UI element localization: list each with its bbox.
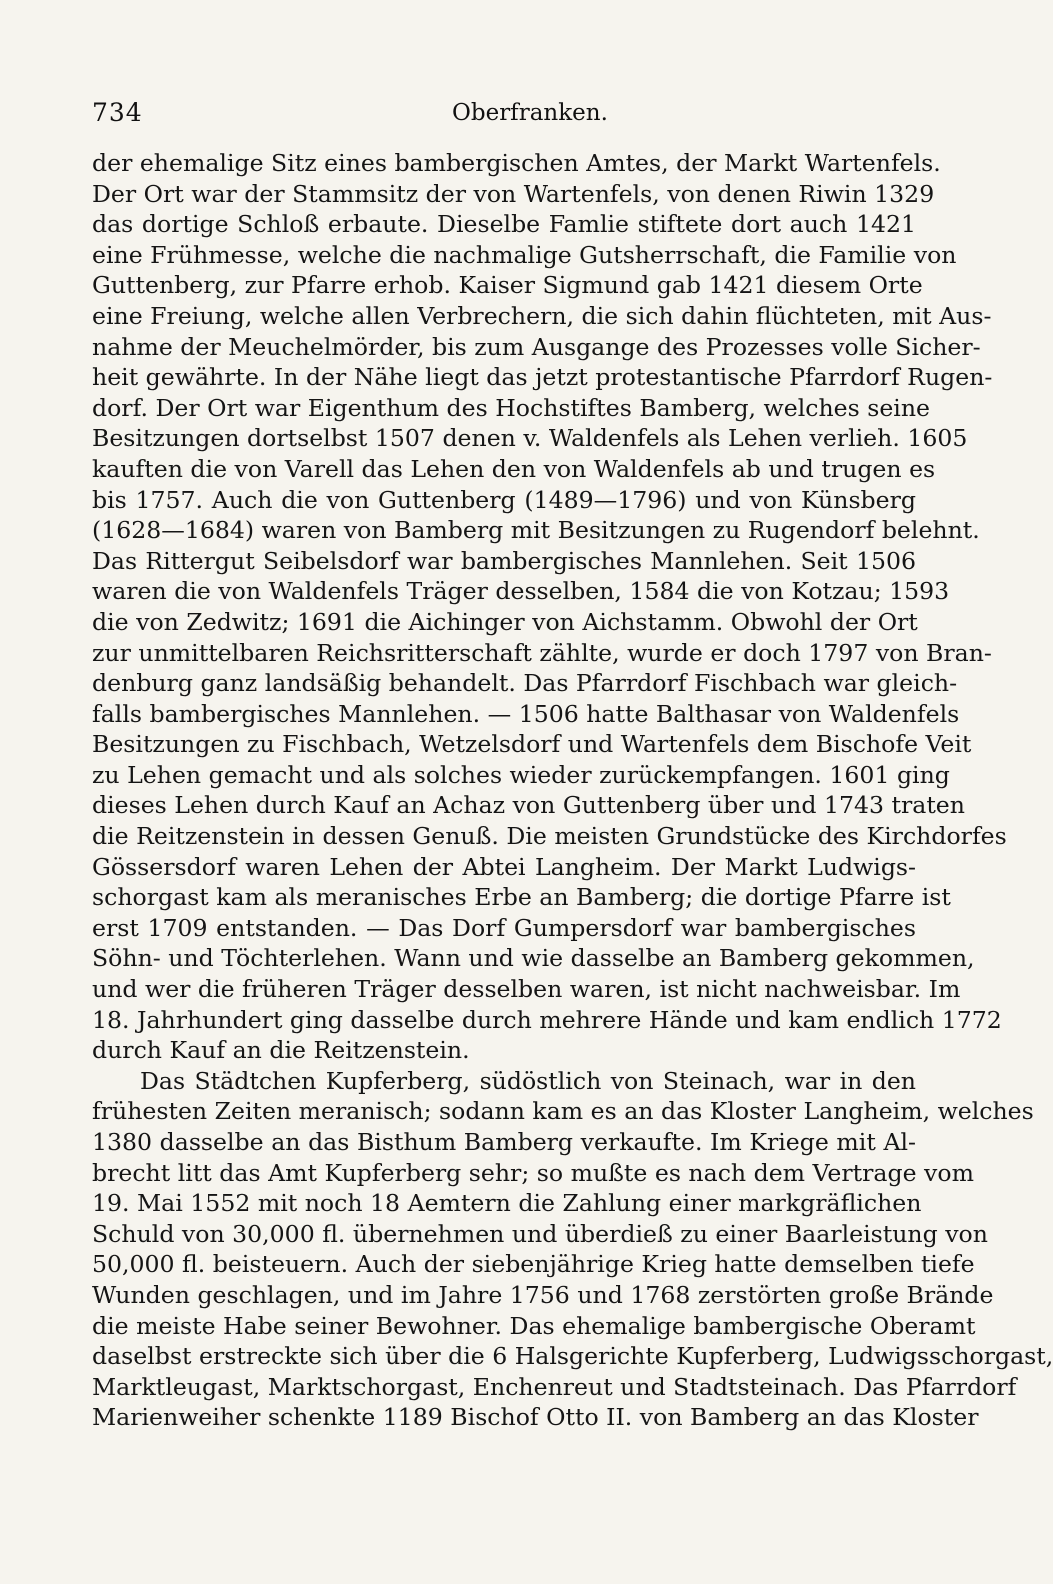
- text-line: Gössersdorf waren Lehen der Abtei Langheim. Der Markt Ludwigs-: [92, 852, 916, 881]
- text-line: das dortige Schloß erbaute. Dieselbe Famlie stiftete dort auch 1421: [92, 210, 916, 239]
- text-line: Das Rittergut Seibelsdorf war bambergisches Mannlehen. Seit 1506: [92, 546, 916, 575]
- text-line: Besitzungen dortselbst 1507 denen v. Waldenfels als Lehen verlieh. 1605: [92, 424, 968, 453]
- text-line: dorf. Der Ort war Eigenthum des Hochstiftes Bamberg, welches seine: [92, 393, 931, 422]
- text-line: 1380 dasselbe an das Bisthum Bamberg verkaufte. Im Kriege mit Al-: [92, 1128, 916, 1156]
- text-line: eine Frühmesse, welche die nachmalige Gutsherrschaft, die Familie von: [92, 240, 957, 269]
- text-line: 50,000 fl. beisteuern. Auch der siebenjährige Krieg hatte demselben tiefe: [92, 1250, 975, 1279]
- text-line: eine Freiung, welche allen Verbrechern, die sich dahin flüchteten, mit Aus-: [92, 301, 992, 330]
- text-line: nahme der Meuchelmörder, bis zum Ausgange des Prozesses volle Sicher-: [92, 332, 981, 361]
- text-line: zu Lehen gemacht und als solches wieder zurückempfangen. 1601 ging: [92, 760, 950, 789]
- text-line: zur unmittelbaren Reichsritterschaft zählte, wurde er doch 1797 von Bran-: [92, 638, 992, 667]
- text-line: 19. Mai 1552 mit noch 18 Aemtern die Zahlung einer markgräflichen: [92, 1189, 922, 1218]
- text-line: Besitzungen zu Fischbach, Wetzelsdorf und Wartenfels dem Bischofe Veit: [92, 730, 972, 759]
- paragraph-1: [92, 148, 1007, 1066]
- text-line: brecht litt das Amt Kupferberg sehr; so mußte es nach dem Vertrage vom: [92, 1158, 974, 1187]
- text-line: die Reitzenstein in dessen Genuß. Die meisten Grundstücke des Kirchdorfes: [92, 822, 1007, 851]
- running-head: Oberfranken.: [452, 100, 608, 126]
- text-line: daselbst erstreckte sich über die 6 Halsgerichte Kupferberg, Ludwigsschorgast,: [92, 1342, 1053, 1371]
- text-line: Der Ort war der Stammsitz der von Wartenfels, von denen Riwin 1329: [92, 179, 935, 208]
- text-line: dieses Lehen durch Kauf an Achaz von Guttenberg über und 1743 traten: [92, 791, 965, 820]
- text-line: 18. Jahrhundert ging dasselbe durch mehrere Hände und kam endlich 1772: [92, 1005, 1002, 1034]
- text-line: schorgast kam als meranisches Erbe an Bamberg; die dortige Pfarre ist: [92, 883, 951, 912]
- body-text: [92, 148, 1053, 1433]
- text-line: Das Städtchen Kupferberg, südöstlich von Steinach, war in den: [140, 1066, 916, 1095]
- text-line: heit gewährte. In der Nähe liegt das jetzt protestantische Pfarrdorf Rugen-: [92, 363, 993, 392]
- text-line: der ehemalige Sitz eines bambergischen Amtes, der Markt Wartenfels.: [92, 149, 941, 177]
- text-line: die von Zedwitz; 1691 die Aichinger von Aichstamm. Obwohl der Ort: [92, 607, 918, 636]
- text-line: falls bambergisches Mannlehen. — 1506 hatte Balthasar von Waldenfels: [92, 699, 960, 728]
- text-line: bis 1757. Auch die von Guttenberg (1489—1796) und von Künsberg: [92, 485, 916, 514]
- text-line: kauften die von Varell das Lehen den von Waldenfels ab und trugen es: [92, 454, 936, 483]
- text-line: waren die von Waldenfels Träger desselben, 1584 die von Kotzau; 1593: [92, 577, 950, 606]
- text-line: frühesten Zeiten meranisch; sodann kam es an das Kloster Langheim, welches: [92, 1097, 1034, 1126]
- text-line: und wer die früheren Träger desselben waren, ist nicht nachweisbar. Im: [92, 975, 961, 1004]
- text-line: denburg ganz landsäßig behandelt. Das Pfarrdorf Fischbach war gleich-: [92, 669, 958, 698]
- text-line: die meiste Habe seiner Bewohner. Das ehemalige bambergische Oberamt: [92, 1311, 976, 1340]
- text-line: Schuld von 30,000 fl. übernehmen und überdieß zu einer Baarleistung von: [92, 1219, 988, 1248]
- text-line: (1628—1684) waren von Bamberg mit Besitzungen zu Rugendorf belehnt.: [92, 516, 980, 545]
- page-number: 734: [92, 98, 143, 127]
- text-line: Guttenberg, zur Pfarre erhob. Kaiser Sigmund gab 1421 diesem Orte: [92, 271, 923, 300]
- text-line: erst 1709 entstanden. — Das Dorf Gumpersdorf war bambergisches: [92, 913, 916, 942]
- text-line: Marktleugast, Marktschorgast, Enchenreut und Stadtsteinach. Das Pfarrdorf: [92, 1372, 1017, 1401]
- text-line: Marienweiher schenkte 1189 Bischof Otto II. von Bamberg an das Kloster: [92, 1403, 979, 1432]
- paragraph-2: [92, 1066, 1053, 1433]
- text-line: durch Kauf an die Reitzenstein.: [92, 1036, 470, 1065]
- text-line: Wunden geschlagen, und im Jahre 1756 und 1768 zerstörten große Brände: [92, 1280, 994, 1309]
- text-line: Söhn- und Töchterlehen. Wann und wie dasselbe an Bamberg gekommen,: [92, 944, 975, 973]
- page-header: [92, 95, 912, 131]
